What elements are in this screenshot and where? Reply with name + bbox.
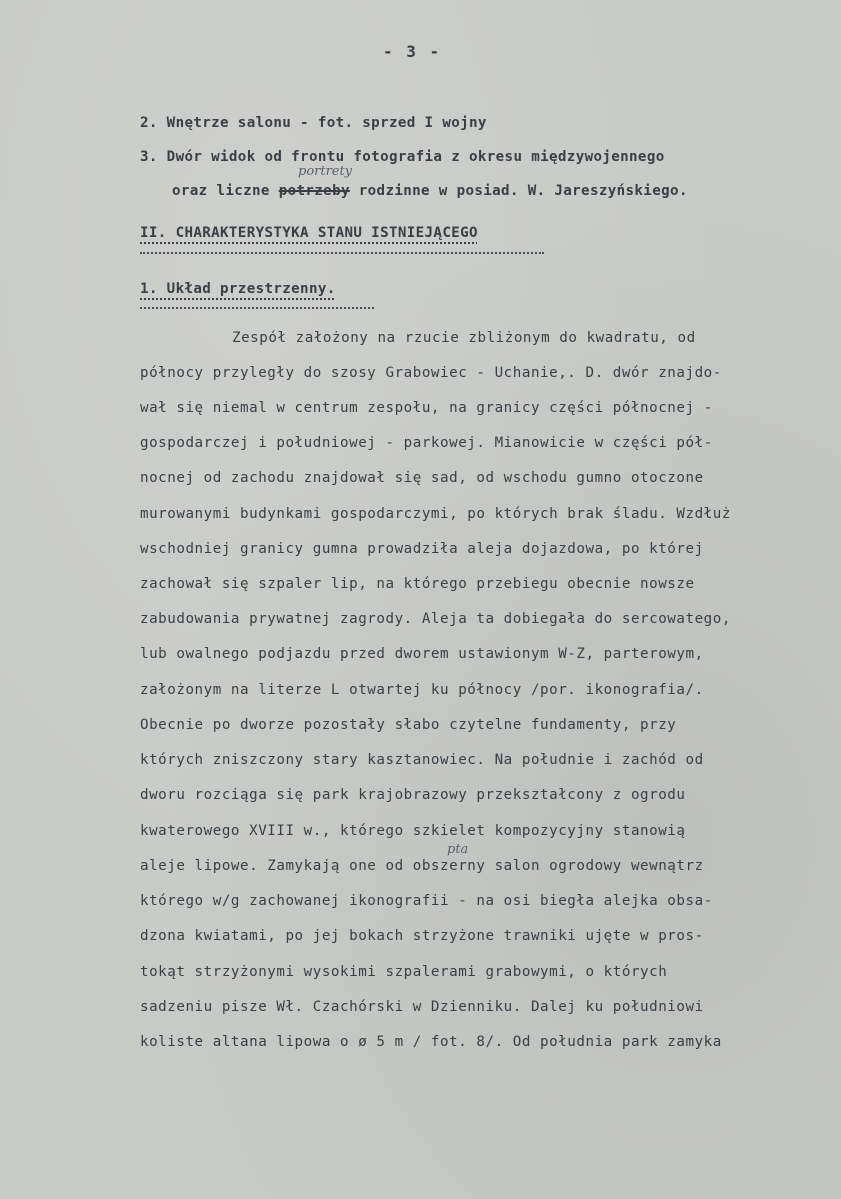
subsection-heading: 1. Układ przestrzenny. [140, 281, 336, 297]
paragraph-line-10: lub owalnego podjazdu przed dworem ustawionym W-Z, parterowym, [140, 646, 704, 662]
paragraph-line-4: gospodarczej i południowej - parkowej. Mianowicie w części pół- [140, 435, 713, 451]
paragraph-line-18: dzona kwiatami, po jej bokach strzyżone trawniki ujęte w pros- [140, 928, 704, 944]
paragraph-line-19: tokąt strzyżonymi wysokimi szpalerami grabowymi, o których [140, 964, 668, 980]
paragraph-line-11: założonym na literze L otwartej ku północy /por. ikonografia/. [140, 682, 704, 698]
handwritten-correction-portrety: portrety [298, 164, 353, 179]
section-heading-underline [140, 252, 544, 254]
paragraph-line-1: Zespół założony na rzucie zbliżonym do kwadratu, od [232, 330, 696, 346]
paragraph-line-16: aleje lipowe. Zamykają one od obszerny salon ogrodowy wewnątrz [140, 858, 704, 874]
paragraph-line-15: kwaterowego XVIII w., którego szkielet kompozycyjny stanowią [140, 823, 686, 839]
list-item-2: 2. Wnętrze salonu - fot. sprzed I wojny [140, 115, 487, 131]
subsection-heading-underline [140, 307, 374, 309]
list-item-3-text-a: oraz liczne [172, 183, 270, 199]
list-item-3-continuation [172, 183, 688, 199]
handwritten-correction-pta: pta [447, 842, 469, 857]
crossed-out-word: potrzeby [278, 183, 350, 199]
paragraph-line-8: zachował się szpaler lip, na którego przebiegu obecnie nowsze [140, 576, 695, 592]
paragraph-line-20: sadzeniu pisze Wł. Czachórski w Dzienniku. Dalej ku południowi [140, 999, 704, 1015]
paragraph-line-21: koliste altana lipowa o ø 5 m / fot. 8/. Od południa park zamyka [140, 1034, 722, 1050]
paragraph-line-14: dworu rozciąga się park krajobrazowy przekształcony z ogrodu [140, 787, 686, 803]
paragraph-line-2: północy przyległy do szosy Grabowiec - Uchanie,. D. dwór znajdo- [140, 365, 722, 381]
paragraph-line-6: murowanymi budynkami gospodarczymi, po których brak śladu. Wzdłuż [140, 506, 731, 522]
list-item-3-text-b: rodzinne w posiad. W. Jareszyńskiego. [358, 183, 688, 199]
list-item-3: 3. Dwór widok od frontu fotografia z okresu międzywojennego [140, 149, 665, 165]
paragraph-line-7: wschodniej granicy gumna prowadziła aleja dojazdowa, po której [140, 541, 704, 557]
paragraph-line-17: którego w/g zachowanej ikonografii - na osi biegła alejka obsa- [140, 893, 713, 909]
page-number: - 3 - [383, 42, 442, 61]
paragraph-line-5: nocnej od zachodu znajdował się sad, od wschodu gumno otoczone [140, 470, 704, 486]
section-heading: II. CHARAKTERYSTYKA STANU ISTNIEJĄCEGO [140, 225, 478, 241]
paragraph-line-13: których zniszczony stary kasztanowiec. Na południe i zachód od [140, 752, 704, 768]
paragraph-line-12: Obecnie po dworze pozostały słabo czytelne fundamenty, przy [140, 717, 677, 733]
paragraph-line-3: wał się niemal w centrum zespołu, na granicy części północnej - [140, 400, 713, 416]
paragraph-line-9: zabudowania prywatnej zagrody. Aleja ta dobiegała do sercowatego, [140, 611, 731, 627]
